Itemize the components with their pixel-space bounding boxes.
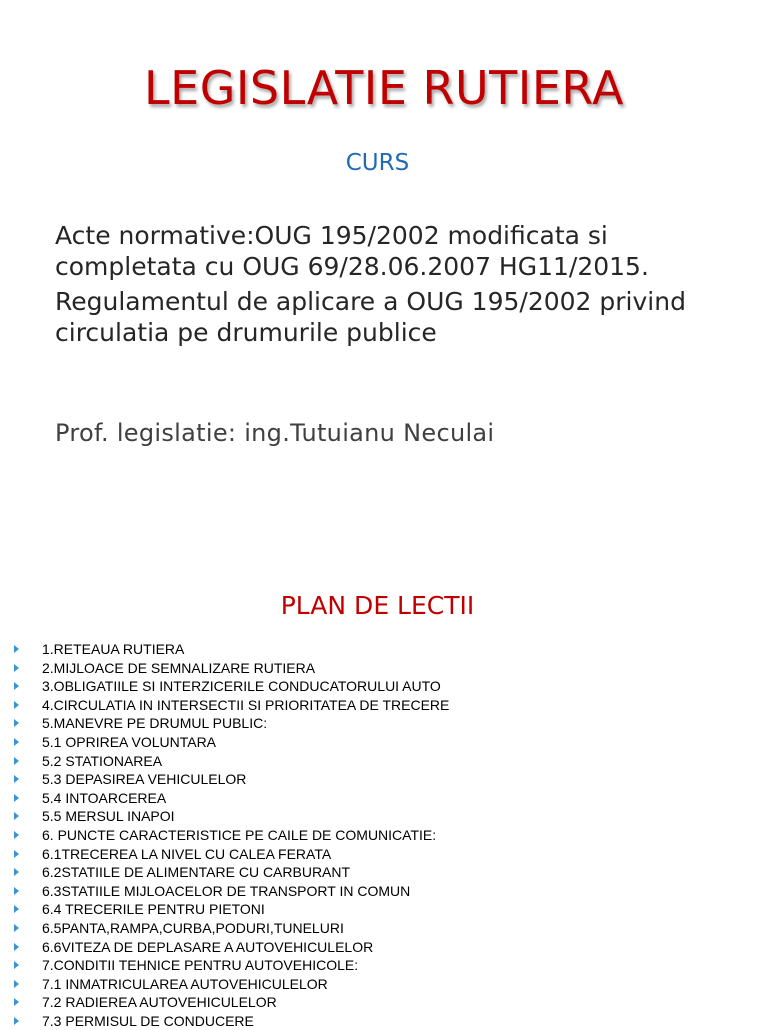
triangle-bullet-icon: [14, 998, 19, 1006]
lesson-list-item: [14, 752, 754, 771]
triangle-bullet-icon: [14, 682, 19, 690]
lesson-list-item: [14, 714, 754, 733]
lesson-list-item: [14, 733, 754, 752]
lesson-list-item: [14, 696, 754, 715]
triangle-bullet-icon: [14, 980, 19, 988]
lesson-list-item: [14, 956, 754, 975]
lesson-item-label: 5.5 MERSUL INAPOI: [42, 808, 175, 825]
lesson-item-label: 6.5PANTA,RAMPA,CURBA,PODURI,TUNELURI: [42, 919, 344, 936]
lesson-list-item: [14, 993, 754, 1012]
lesson-item-label: 6.2STATIILE DE ALIMENTARE CU CARBURANT: [42, 864, 351, 881]
lesson-item-label: 6.6VITEZA DE DEPLASARE A AUTOVEHICULELOR: [42, 938, 374, 955]
slide-title: LEGISLATIE RUTIERA: [144, 61, 624, 115]
lesson-item-label: 5.2 STATIONAREA: [42, 752, 163, 769]
triangle-bullet-icon: [14, 664, 19, 672]
triangle-bullet-icon: [14, 738, 19, 746]
triangle-bullet-icon: [14, 924, 19, 932]
slide-lesson-plan: [0, 560, 768, 1029]
regulation-paragraph: Regulamentul de aplicare a OUG 195/2002 privind circulatia pe drumurile publice: [55, 287, 686, 347]
triangle-bullet-icon: [14, 868, 19, 876]
lesson-list-item: [14, 845, 754, 864]
lesson-item-label: 4.CIRCULATIA IN INTERSECTII SI PRIORITATEA DE TRECERE: [42, 696, 450, 713]
slide-subtitle: CURS: [345, 150, 410, 176]
lesson-item-label: 5.3 DEPASIREA VEHICULELOR: [42, 771, 247, 788]
lesson-item-label: 5.4 INTOARCEREA: [42, 789, 167, 806]
triangle-bullet-icon: [14, 719, 19, 727]
lesson-list-item: [14, 1012, 754, 1030]
triangle-bullet-icon: [14, 794, 19, 802]
lesson-list-item: [14, 900, 754, 919]
lesson-list-item: [14, 659, 754, 678]
lesson-item-label: 5.1 OPRIREA VOLUNTARA: [42, 733, 217, 750]
triangle-bullet-icon: [14, 701, 19, 709]
lesson-list-item: [14, 826, 754, 845]
triangle-bullet-icon: [14, 831, 19, 839]
plan-title: PLAN DE LECTII: [280, 591, 475, 620]
triangle-bullet-icon: [14, 645, 19, 653]
triangle-bullet-icon: [14, 757, 19, 765]
lesson-item-label: 7.1 INMATRICULAREA AUTOVEHICULELOR: [42, 975, 328, 992]
triangle-bullet-icon: [14, 887, 19, 895]
lesson-list-item: [14, 677, 754, 696]
triangle-bullet-icon: [14, 943, 19, 951]
lesson-item-label: 6. PUNCTE CARACTERISTICE PE CAILE DE COMUNICATIE:: [42, 826, 437, 843]
legal-acts-block: [55, 220, 745, 352]
lesson-list: [14, 640, 754, 1030]
lesson-item-label: 3.OBLIGATIILE SI INTERZICERILE CONDUCATORULUI AUTO: [42, 678, 441, 695]
triangle-bullet-icon: [14, 961, 19, 969]
lesson-item-label: 7.2 RADIEREA AUTOVEHICULELOR: [42, 994, 277, 1011]
lesson-item-label: 1.RETEAUA RUTIERA: [42, 641, 185, 657]
lesson-item-label: 6.4 TRECERILE PENTRU PIETONI: [42, 901, 265, 918]
triangle-bullet-icon: [14, 850, 19, 858]
professor-line: Prof. legislatie: ing.Tutuianu Neculai: [55, 419, 495, 447]
lesson-item-label: 5.MANEVRE PE DRUMUL PUBLIC:: [42, 715, 268, 732]
lesson-item-label: 6.3STATIILE MIJLOACELOR DE TRANSPORT IN COMUN: [42, 882, 411, 899]
lesson-item-label: 7.3 PERMISUL DE CONDUCERE: [42, 1012, 254, 1029]
lesson-list-item: [14, 640, 754, 659]
lesson-list-item: [14, 938, 754, 957]
lesson-item-label: 7.CONDITII TEHNICE PENTRU AUTOVEHICOLE:: [42, 957, 359, 974]
lesson-list-item: [14, 789, 754, 808]
lesson-list-item: [14, 770, 754, 789]
lesson-list-item: [14, 807, 754, 826]
lesson-list-item: [14, 919, 754, 938]
lesson-list-item: [14, 882, 754, 901]
legal-acts-paragraph: Acte normative:OUG 195/2002 modificata si completata cu OUG 69/28.06.2007 HG11/2015.: [55, 221, 649, 281]
lesson-item-label: 2.MIJLOACE DE SEMNALIZARE RUTIERA: [42, 659, 316, 676]
lesson-item-label: 6.1TRECEREA LA NIVEL CU CALEA FERATA: [42, 845, 332, 862]
lesson-list-item: [14, 975, 754, 994]
triangle-bullet-icon: [14, 775, 19, 783]
lesson-list-item: [14, 863, 754, 882]
triangle-bullet-icon: [14, 905, 19, 913]
triangle-bullet-icon: [14, 812, 19, 820]
